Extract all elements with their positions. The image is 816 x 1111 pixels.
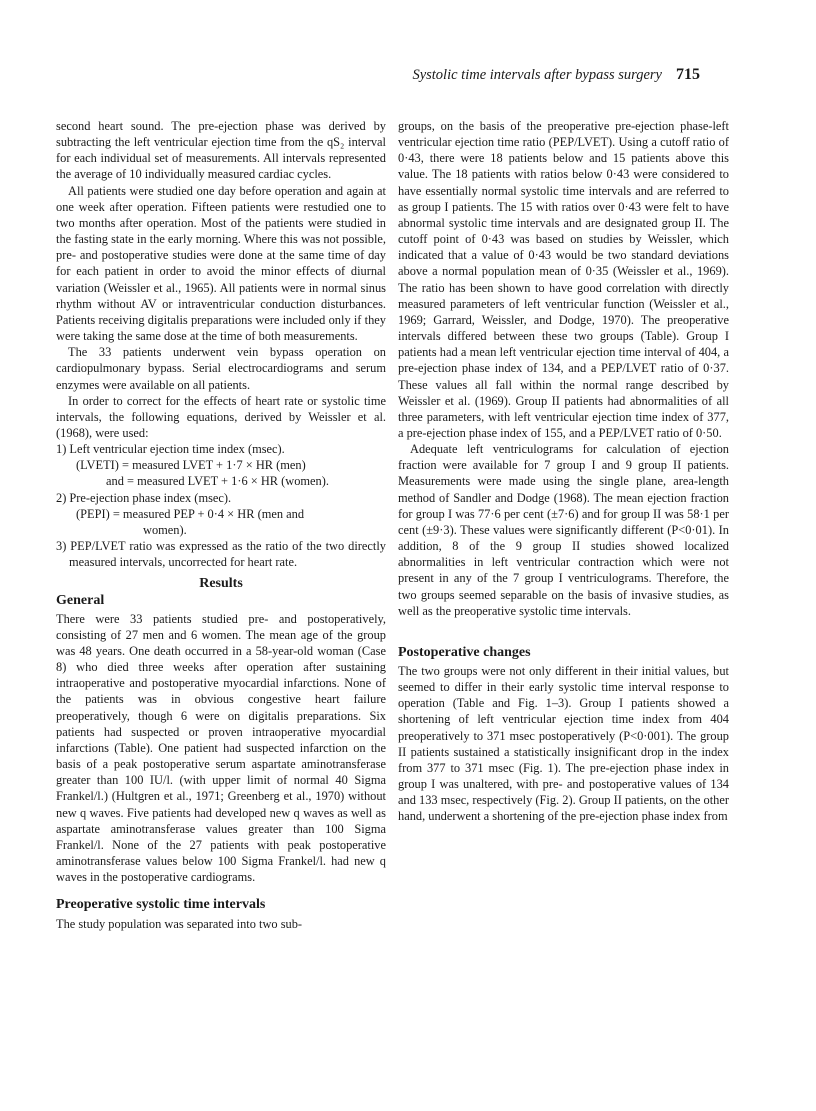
equation-line: women). <box>143 522 187 537</box>
preoperative-heading: Preoperative systolic time intervals <box>56 897 266 913</box>
results-heading: Results <box>199 576 243 592</box>
paragraph: In order to correct for the effects of heart rate or systolic time intervals, the following equations, derived by Weissler et al. (1968), were used: <box>56 393 386 440</box>
page-header <box>400 66 700 90</box>
paragraph: groups, on the basis of the preoperative pre-ejection phase-left ventricular ejection time ratio (PEP/LVET). Using a cutoff ratio of 0·43, there were 18 patients below and 15 patients above this value. The 18 patients with ratios below 0·43 were considered to have essentially normal systolic time intervals and are referred to as group I patients. The 15 with ratios over 0·43 were felt to have abnormal systolic time intervals and are designated group II. The cutoff point of 0·43 was based on studies by Weissler, which indicated that a value of 0·43 would be two standard deviations above a normal population mean of 0·35 (Weissler et al., 1969). The ratio has been shown to have good correlation with directly measured parameters of left ventricular function (Weissler et al., 1969; Garrard, Weissler, and Dodge, 1970). The preoperative intervals differed between these two groups (Table). Group I patients had a mean left ventricular ejection time interval of 404, a pre-ejection phase index of 134, and a PEP/LVET ratio of 0·37. These values all fall within the normal range described by Weissler et al. (1969). Group II patients had abnormalities of all three parameters, with left ventricular ejection time index of 377, a pre-ejection phase index of 155, and a PEP/LVET ratio of 0·50. <box>398 119 729 440</box>
equation-line: and = measured LVET + 1·6 × HR (women). <box>106 474 329 489</box>
paragraph: The 33 patients underwent vein bypass operation on cardiopulmonary bypass. Serial electrocardiograms and serum enzymes were available on all patients. <box>56 345 386 392</box>
postoperative-heading: Postoperative changes <box>398 644 531 660</box>
general-heading: General <box>56 592 105 608</box>
paragraph: There were 33 patients studied pre- and postoperatively, consisting of 27 men and 6 women. The mean age of the group was 48 years. One death occurred in a 58-year-old woman (Case 8) who died three weeks after operation after sustaining intraoperative and postoperative myocardial infarctions. None of the patients was in obvious congestive heart failure preoperatively, though 6 were on digitalis preparations. Six patients had suspected or proven intraoperative myocardial infarctions (Table). One patient had suspected infarction on the basis of a peak postoperative serum aspartate aminotransferase greater than 100 IU/l. (with upper limit of normal 40 Sigma Frankel/l.) (Hultgren et al., 1971; Greenberg et al., 1970) without new q waves. Five patients had developed new q waves as well as aspartate aminotransferase values greater than 100 Sigma Frankel/l. None of the 27 patients with peak postoperative aminotransferase values below 100 Sigma Frankel/l. had new q waves in the postoperative cardiograms. <box>56 611 386 885</box>
paragraph: All patients were studied one day before operation and again at one week after operation. Fifteen patients were restudied one to two months after operation. Most of the patients were studied in the fasting state in the early morning. Where this was not possible, pre- and postoperative studies were done at the same time of day for each patient in order to avoid the minor effects of diurnal variation (Weissler et al., 1965). All patients were in normal sinus rhythm without AV or intraventricular conduction disturbances. Patients receiving digitalis preparations were included only if they were taking the same dose at the time of both measurements. <box>56 183 386 344</box>
left-column <box>56 118 386 932</box>
equation-item: 1) Left ventricular ejection time index (msec). <box>56 442 285 457</box>
equation-line: (LVETI) = measured LVET + 1·7 × HR (men) <box>76 458 306 473</box>
paragraph: The two groups were not only different in their initial values, but seemed to differ in their early systolic time interval response to operation (Table and Fig. 1–3). Group I patients showed a shortening of left ventricular ejection time index from 404 preoperatively to 371 msec postoperatively (P<0·001). The group II patients sustained a statistically insignificant drop in the index from 377 to 371 msec (Fig. 1). The pre-ejection phase index in group I was unaltered, with pre- and postoperative values of 134 and 133 msec, respectively (Fig. 2). Group II patients, on the other hand, underwent a shortening of the pre-ejection phase index from <box>398 664 729 824</box>
equation-line: (PEPI) = measured PEP + 0·4 × HR (men and <box>76 506 305 521</box>
paragraph: The study population was separated into two sub- <box>56 916 303 931</box>
page-number: 715 <box>676 66 700 83</box>
equation-item: 2) Pre-ejection phase index (msec). <box>56 490 232 505</box>
paragraph: second heart sound. The pre-ejection phase was derived by subtracting the left ventricular ejection time from the qS₂ interval for each individual set of measurements. All intervals represented the average of 10 individually measured cardiac cycles. <box>56 119 386 182</box>
equation-item: 3) PEP/LVET ratio was expressed as the ratio of the two directly measured intervals, uncorrected for heart rate. <box>56 539 386 570</box>
running-title: Systolic time intervals after bypass surgery <box>412 67 662 83</box>
right-column <box>398 118 729 825</box>
paragraph: Adequate left ventriculograms for calculation of ejection fraction were available for 7 group I and 9 group II patients. Measurements were made using the single plane, area-length method of Sandler and Dodge (1968). The mean ejection fraction for group I was 77·6 per cent (±7·6) and for group II was 58·1 per cent (±9·3). These values were significantly different (P<0·01). In addition, 8 of the 9 group II studies showed localized abnormalities in left ventricular contraction which were not present in any of the 7 group I ventriculograms. Therefore, the two groups seemed separable on the basis of invasive studies, as well as the preoperative systolic time intervals. <box>398 442 729 618</box>
